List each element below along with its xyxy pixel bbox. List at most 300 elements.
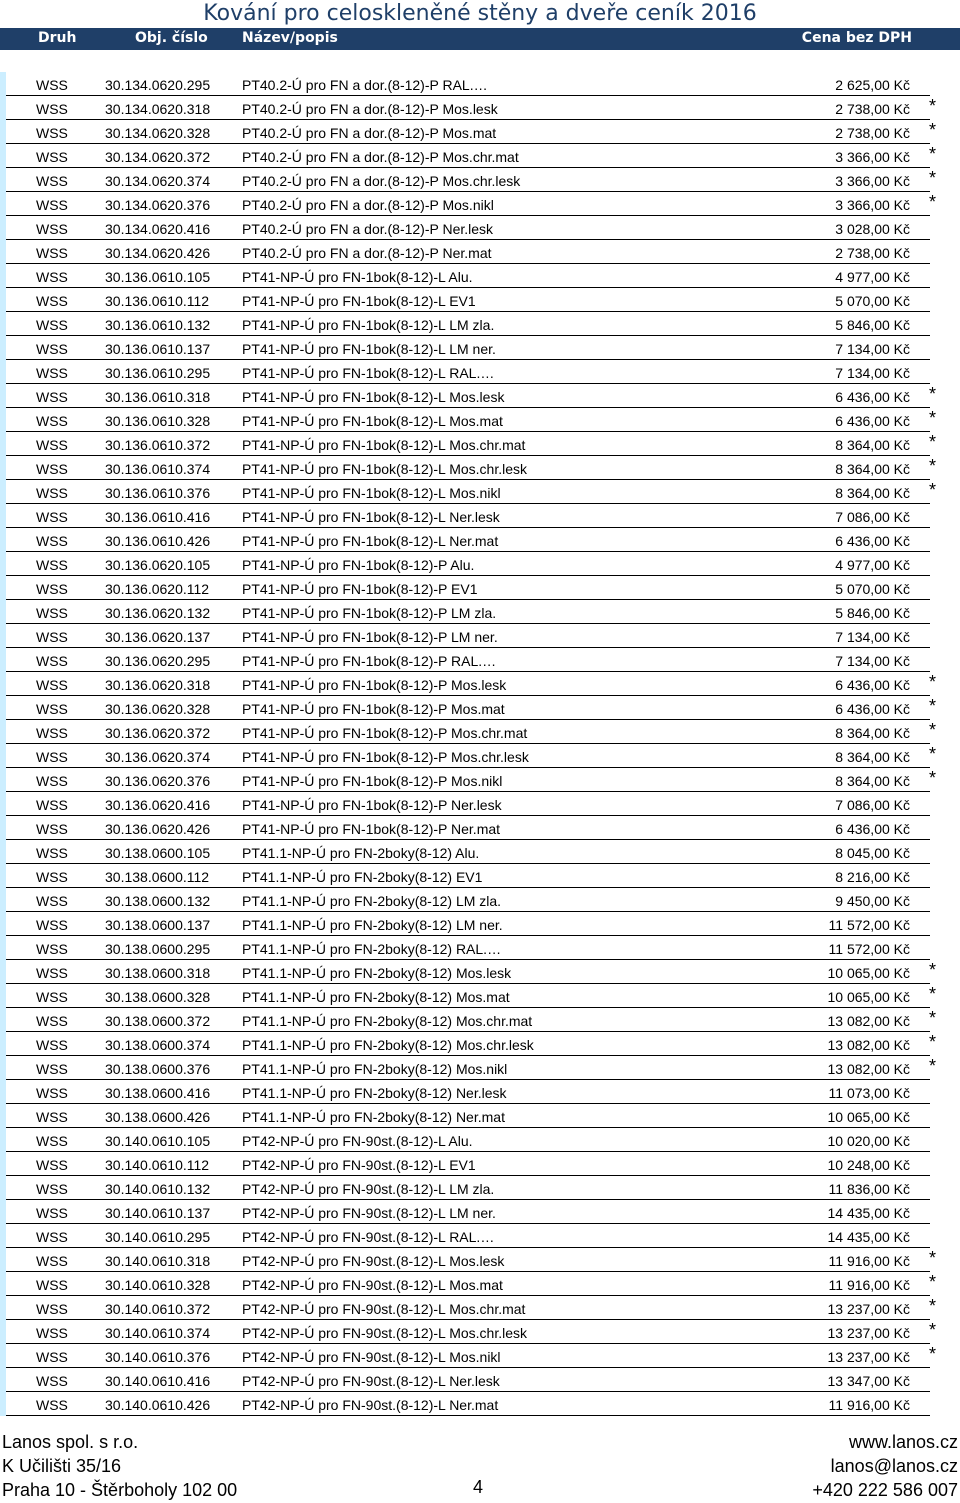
row-obj-cislo: 30.136.0610.132	[105, 317, 211, 333]
row-obj-cislo: 30.136.0610.372	[105, 437, 211, 453]
table-row	[0, 984, 960, 1008]
row-cena: 6 436,00 Kč	[835, 413, 910, 429]
row-obj-cislo: 30.136.0620.132	[105, 605, 211, 621]
row-druh: WSS	[36, 725, 68, 741]
row-obj-cislo: 30.136.0620.328	[105, 701, 211, 717]
footer-email[interactable]: lanos@lanos.cz	[830, 1456, 958, 1476]
page-title: Kování pro celoskleněné stěny a dveře ceník 2016	[203, 1, 757, 26]
table-row	[0, 96, 960, 120]
row-obj-cislo: 30.138.0600.376	[105, 1061, 211, 1077]
row-obj-cislo: 30.136.0620.137	[105, 629, 211, 645]
row-nazev: PT41.1-NP-Ú pro FN-2boky(8-12) Ner.mat	[242, 1109, 505, 1125]
row-nazev: PT41.1-NP-Ú pro FN-2boky(8-12) Mos.lesk	[242, 965, 512, 981]
row-star-marker: *	[929, 192, 937, 212]
row-druh: WSS	[36, 1157, 68, 1173]
row-druh: WSS	[36, 245, 68, 261]
row-druh: WSS	[36, 413, 68, 429]
row-star-marker: *	[929, 1296, 937, 1316]
row-druh: WSS	[36, 1325, 68, 1341]
row-nazev: PT41-NP-Ú pro FN-1bok(8-12)-L Mos.lesk	[242, 389, 505, 405]
row-druh: WSS	[36, 1301, 68, 1317]
row-star-marker: *	[929, 168, 937, 188]
row-cena: 2 738,00 Kč	[835, 245, 910, 261]
row-druh: WSS	[36, 1181, 68, 1197]
row-obj-cislo: 30.136.0620.374	[105, 749, 211, 765]
row-druh: WSS	[36, 1205, 68, 1221]
row-cena: 10 065,00 Kč	[827, 965, 910, 981]
row-druh: WSS	[36, 653, 68, 669]
row-obj-cislo: 30.136.0610.328	[105, 413, 211, 429]
row-nazev: PT41-NP-Ú pro FN-1bok(8-12)-L Alu.	[242, 269, 473, 285]
row-obj-cislo: 30.140.0610.132	[105, 1181, 211, 1197]
table-row	[0, 72, 960, 96]
row-obj-cislo: 30.138.0600.426	[105, 1109, 211, 1125]
table-row	[0, 768, 960, 792]
row-cena: 6 436,00 Kč	[835, 389, 910, 405]
table-row	[0, 1224, 960, 1248]
table-row	[0, 264, 960, 288]
row-obj-cislo: 30.136.0620.318	[105, 677, 211, 693]
row-druh: WSS	[36, 917, 68, 933]
row-obj-cislo: 30.138.0600.132	[105, 893, 211, 909]
row-obj-cislo: 30.136.0620.105	[105, 557, 211, 573]
row-obj-cislo: 30.140.0610.328	[105, 1277, 211, 1293]
table-header	[0, 28, 960, 50]
table-row	[0, 288, 960, 312]
row-cena: 2 625,00 Kč	[835, 77, 910, 93]
row-star-marker: *	[929, 432, 937, 452]
row-nazev: PT41-NP-Ú pro FN-1bok(8-12)-L LM zla.	[242, 317, 495, 333]
row-cena: 13 237,00 Kč	[827, 1301, 910, 1317]
row-obj-cislo: 30.136.0620.426	[105, 821, 211, 837]
row-nazev: PT41-NP-Ú pro FN-1bok(8-12)-P Mos.chr.mat	[242, 725, 528, 741]
row-nazev: PT41-NP-Ú pro FN-1bok(8-12)-P EV1	[242, 581, 478, 597]
row-nazev: PT40.2-Ú pro FN a dor.(8-12)-P Ner.mat	[242, 245, 492, 261]
row-obj-cislo: 30.138.0600.374	[105, 1037, 211, 1053]
row-druh: WSS	[36, 1013, 68, 1029]
row-cena: 6 436,00 Kč	[835, 821, 910, 837]
row-druh: WSS	[36, 557, 68, 573]
row-nazev: PT42-NP-Ú pro FN-90st.(8-12)-L Mos.chr.lesk	[242, 1325, 527, 1341]
row-nazev: PT40.2-Ú pro FN a dor.(8-12)-P Mos.mat	[242, 125, 497, 141]
row-cena: 9 450,00 Kč	[835, 893, 910, 909]
row-star-marker: *	[929, 408, 937, 428]
row-nazev: PT41.1-NP-Ú pro FN-2boky(8-12) Alu.	[242, 845, 480, 861]
footer-city: Praha 10 - Štěrboholy 102 00	[2, 1480, 238, 1500]
row-star-marker: *	[929, 1272, 937, 1292]
table-row	[0, 912, 960, 936]
header-druh: Druh	[38, 30, 77, 46]
row-nazev: PT42-NP-Ú pro FN-90st.(8-12)-L Mos.mat	[242, 1277, 503, 1293]
row-cena: 11 916,00 Kč	[828, 1397, 910, 1413]
table-row	[0, 168, 960, 192]
table-row	[0, 744, 960, 768]
row-druh: WSS	[36, 677, 68, 693]
row-druh: WSS	[36, 389, 68, 405]
row-cena: 7 134,00 Kč	[835, 653, 910, 669]
table-row	[0, 672, 960, 696]
row-druh: WSS	[36, 1085, 68, 1101]
row-cena: 11 572,00 Kč	[828, 917, 910, 933]
row-cena: 7 134,00 Kč	[835, 365, 910, 381]
row-nazev: PT41-NP-Ú pro FN-1bok(8-12)-P LM zla.	[242, 605, 497, 621]
row-nazev: PT41-NP-Ú pro FN-1bok(8-12)-P Mos.nikl	[242, 773, 503, 789]
row-star-marker: *	[929, 960, 937, 980]
row-cena: 8 364,00 Kč	[835, 749, 910, 765]
row-obj-cislo: 30.140.0610.137	[105, 1205, 211, 1221]
row-star-marker: *	[929, 672, 937, 692]
row-cena: 13 082,00 Kč	[827, 1013, 910, 1029]
table-row	[0, 600, 960, 624]
row-cena: 14 435,00 Kč	[827, 1229, 910, 1245]
header-cena: Cena bez DPH	[801, 30, 912, 46]
footer-company: Lanos spol. s r.o.	[2, 1432, 139, 1452]
table-row	[0, 816, 960, 840]
row-divider	[6, 1415, 930, 1416]
footer-phone: +420 222 586 007	[812, 1480, 958, 1500]
row-cena: 8 364,00 Kč	[835, 461, 910, 477]
row-cena: 6 436,00 Kč	[835, 701, 910, 717]
row-nazev: PT41-NP-Ú pro FN-1bok(8-12)-P Mos.mat	[242, 701, 505, 717]
row-nazev: PT41.1-NP-Ú pro FN-2boky(8-12) RAL.…	[242, 941, 502, 957]
row-cena: 11 836,00 Kč	[828, 1181, 910, 1197]
row-obj-cislo: 30.136.0610.376	[105, 485, 211, 501]
table-row	[0, 1128, 960, 1152]
row-nazev: PT41-NP-Ú pro FN-1bok(8-12)-L EV1	[242, 293, 476, 309]
row-obj-cislo: 30.138.0600.295	[105, 941, 211, 957]
row-cena: 11 916,00 Kč	[828, 1277, 910, 1293]
row-nazev: PT41.1-NP-Ú pro FN-2boky(8-12) Mos.chr.mat	[242, 1013, 533, 1029]
row-cena: 2 738,00 Kč	[835, 101, 910, 117]
row-star-marker: *	[929, 480, 937, 500]
row-druh: WSS	[36, 1229, 68, 1245]
row-druh: WSS	[36, 965, 68, 981]
row-nazev: PT41-NP-Ú pro FN-1bok(8-12)-P Ner.mat	[242, 821, 501, 837]
table-row	[0, 504, 960, 528]
row-obj-cislo: 30.136.0610.426	[105, 533, 211, 549]
table-row	[0, 336, 960, 360]
row-druh: WSS	[36, 1061, 68, 1077]
row-cena: 5 846,00 Kč	[835, 605, 910, 621]
row-obj-cislo: 30.138.0600.137	[105, 917, 211, 933]
row-nazev: PT40.2-Ú pro FN a dor.(8-12)-P Mos.nikl	[242, 197, 494, 213]
row-druh: WSS	[36, 365, 68, 381]
table-row	[0, 1080, 960, 1104]
row-cena: 4 977,00 Kč	[835, 557, 910, 573]
row-obj-cislo: 30.140.0610.374	[105, 1325, 211, 1341]
row-nazev: PT41.1-NP-Ú pro FN-2boky(8-12) Mos.chr.lesk	[242, 1037, 534, 1053]
row-druh: WSS	[36, 173, 68, 189]
row-nazev: PT41-NP-Ú pro FN-1bok(8-12)-L RAL.…	[242, 365, 495, 381]
table-row	[0, 1272, 960, 1296]
row-nazev: PT41-NP-Ú pro FN-1bok(8-12)-L Mos.nikl	[242, 485, 501, 501]
row-druh: WSS	[36, 1373, 68, 1389]
table-row	[0, 576, 960, 600]
row-nazev: PT42-NP-Ú pro FN-90st.(8-12)-L Mos.nikl	[242, 1349, 501, 1365]
row-star-marker: *	[929, 1032, 937, 1052]
row-obj-cislo: 30.140.0610.372	[105, 1301, 211, 1317]
row-nazev: PT41-NP-Ú pro FN-1bok(8-12)-P Mos.chr.lesk	[242, 749, 529, 765]
row-druh: WSS	[36, 149, 68, 165]
row-druh: WSS	[36, 749, 68, 765]
table-row	[0, 1320, 960, 1344]
row-obj-cislo: 30.140.0610.112	[105, 1157, 210, 1173]
row-druh: WSS	[36, 125, 68, 141]
row-star-marker: *	[929, 1056, 937, 1076]
table-row	[0, 360, 960, 384]
row-obj-cislo: 30.136.0610.416	[105, 509, 211, 525]
table-row	[0, 840, 960, 864]
row-star-marker: *	[929, 696, 937, 716]
header-obj-cislo: Obj. číslo	[135, 30, 208, 46]
row-cena: 10 065,00 Kč	[827, 1109, 910, 1125]
table-row	[0, 1176, 960, 1200]
row-cena: 3 028,00 Kč	[835, 221, 910, 237]
row-obj-cislo: 30.138.0600.328	[105, 989, 211, 1005]
table-row	[0, 864, 960, 888]
row-obj-cislo: 30.134.0620.374	[105, 173, 211, 189]
row-nazev: PT40.2-Ú pro FN a dor.(8-12)-P Mos.chr.lesk	[242, 173, 521, 189]
row-druh: WSS	[36, 773, 68, 789]
row-cena: 11 572,00 Kč	[828, 941, 910, 957]
table-row	[0, 1104, 960, 1128]
row-nazev: PT42-NP-Ú pro FN-90st.(8-12)-L Ner.lesk	[242, 1373, 500, 1389]
table-row	[0, 960, 960, 984]
row-cena: 8 364,00 Kč	[835, 485, 910, 501]
row-druh: WSS	[36, 1109, 68, 1125]
row-nazev: PT41-NP-Ú pro FN-1bok(8-12)-L LM ner.	[242, 341, 496, 357]
row-obj-cislo: 30.134.0620.318	[105, 101, 211, 117]
row-star-marker: *	[929, 384, 937, 404]
row-obj-cislo: 30.140.0610.318	[105, 1253, 211, 1269]
row-cena: 8 045,00 Kč	[835, 845, 910, 861]
row-nazev: PT41.1-NP-Ú pro FN-2boky(8-12) LM ner.	[242, 917, 503, 933]
row-nazev: PT42-NP-Ú pro FN-90st.(8-12)-L EV1	[242, 1157, 476, 1173]
row-obj-cislo: 30.136.0610.318	[105, 389, 211, 405]
row-druh: WSS	[36, 317, 68, 333]
table-row	[0, 792, 960, 816]
row-cena: 8 364,00 Kč	[835, 725, 910, 741]
row-nazev: PT41-NP-Ú pro FN-1bok(8-12)-P Mos.lesk	[242, 677, 507, 693]
row-star-marker: *	[929, 120, 937, 140]
row-star-marker: *	[929, 96, 937, 116]
row-nazev: PT41-NP-Ú pro FN-1bok(8-12)-L Mos.chr.mat	[242, 437, 526, 453]
row-nazev: PT40.2-Ú pro FN a dor.(8-12)-P Mos.chr.mat	[242, 149, 519, 165]
row-nazev: PT41.1-NP-Ú pro FN-2boky(8-12) LM zla.	[242, 893, 502, 909]
table-row	[0, 120, 960, 144]
table-row	[0, 456, 960, 480]
row-nazev: PT41-NP-Ú pro FN-1bok(8-12)-P Ner.lesk	[242, 797, 502, 813]
row-cena: 5 846,00 Kč	[835, 317, 910, 333]
row-nazev: PT40.2-Ú pro FN a dor.(8-12)-P Mos.lesk	[242, 101, 498, 117]
row-nazev: PT42-NP-Ú pro FN-90st.(8-12)-L LM zla.	[242, 1181, 495, 1197]
header-nazev: Název/popis	[242, 30, 338, 46]
row-druh: WSS	[36, 797, 68, 813]
row-cena: 3 366,00 Kč	[835, 197, 910, 213]
row-druh: WSS	[36, 269, 68, 285]
row-obj-cislo: 30.138.0600.112	[105, 869, 210, 885]
footer-street: K Učilišti 35/16	[2, 1456, 122, 1476]
row-star-marker: *	[929, 744, 937, 764]
row-nazev: PT42-NP-Ú pro FN-90st.(8-12)-L RAL.…	[242, 1229, 495, 1245]
row-druh: WSS	[36, 869, 68, 885]
row-nazev: PT42-NP-Ú pro FN-90st.(8-12)-L Mos.lesk	[242, 1253, 505, 1269]
row-obj-cislo: 30.136.0610.112	[105, 293, 210, 309]
table-row	[0, 936, 960, 960]
row-druh: WSS	[36, 461, 68, 477]
row-obj-cislo: 30.136.0620.416	[105, 797, 211, 813]
row-druh: WSS	[36, 1133, 68, 1149]
row-druh: WSS	[36, 581, 68, 597]
row-druh: WSS	[36, 77, 68, 93]
row-cena: 7 086,00 Kč	[835, 797, 910, 813]
row-obj-cislo: 30.138.0600.372	[105, 1013, 211, 1029]
row-cena: 8 364,00 Kč	[835, 773, 910, 789]
row-cena: 11 916,00 Kč	[828, 1253, 910, 1269]
row-obj-cislo: 30.134.0620.295	[105, 77, 211, 93]
row-star-marker: *	[929, 720, 937, 740]
row-nazev: PT41-NP-Ú pro FN-1bok(8-12)-P RAL.…	[242, 653, 497, 669]
row-obj-cislo: 30.136.0620.376	[105, 773, 211, 789]
row-obj-cislo: 30.134.0620.426	[105, 245, 211, 261]
row-druh: WSS	[36, 821, 68, 837]
row-cena: 7 134,00 Kč	[835, 341, 910, 357]
row-obj-cislo: 30.136.0620.372	[105, 725, 211, 741]
table-row	[0, 216, 960, 240]
row-druh: WSS	[36, 221, 68, 237]
row-obj-cislo: 30.140.0610.105	[105, 1133, 211, 1149]
row-star-marker: *	[929, 1320, 937, 1340]
row-star-marker: *	[929, 984, 937, 1004]
table-row	[0, 1344, 960, 1368]
table-row	[0, 1008, 960, 1032]
table-row	[0, 624, 960, 648]
row-cena: 13 347,00 Kč	[827, 1373, 910, 1389]
row-druh: WSS	[36, 989, 68, 1005]
row-druh: WSS	[36, 941, 68, 957]
row-obj-cislo: 30.134.0620.416	[105, 221, 211, 237]
row-cena: 10 020,00 Kč	[827, 1133, 910, 1149]
row-star-marker: *	[929, 456, 937, 476]
row-obj-cislo: 30.136.0610.374	[105, 461, 211, 477]
row-nazev: PT40.2-Ú pro FN a dor.(8-12)-P Ner.lesk	[242, 221, 494, 237]
row-nazev: PT42-NP-Ú pro FN-90st.(8-12)-L LM ner.	[242, 1205, 496, 1221]
row-obj-cislo: 30.140.0610.416	[105, 1373, 211, 1389]
row-druh: WSS	[36, 629, 68, 645]
row-druh: WSS	[36, 437, 68, 453]
table-row	[0, 1152, 960, 1176]
table-row	[0, 192, 960, 216]
table-row	[0, 144, 960, 168]
table-row	[0, 1296, 960, 1320]
row-cena: 4 977,00 Kč	[835, 269, 910, 285]
row-obj-cislo: 30.136.0620.295	[105, 653, 211, 669]
row-star-marker: *	[929, 144, 937, 164]
row-obj-cislo: 30.140.0610.426	[105, 1397, 211, 1413]
row-cena: 3 366,00 Kč	[835, 173, 910, 189]
table-row	[0, 552, 960, 576]
row-cena: 8 216,00 Kč	[835, 869, 910, 885]
row-cena: 6 436,00 Kč	[835, 533, 910, 549]
row-nazev: PT41.1-NP-Ú pro FN-2boky(8-12) Mos.nikl	[242, 1061, 508, 1077]
row-druh: WSS	[36, 485, 68, 501]
table-row	[0, 720, 960, 744]
table-row	[0, 1392, 960, 1416]
row-druh: WSS	[36, 1397, 68, 1413]
row-druh: WSS	[36, 605, 68, 621]
table-row	[0, 384, 960, 408]
row-cena: 11 073,00 Kč	[828, 1085, 910, 1101]
row-obj-cislo: 30.138.0600.105	[105, 845, 211, 861]
row-druh: WSS	[36, 1277, 68, 1293]
table-row	[0, 312, 960, 336]
row-star-marker: *	[929, 768, 937, 788]
row-cena: 10 065,00 Kč	[827, 989, 910, 1005]
row-nazev: PT41-NP-Ú pro FN-1bok(8-12)-P Alu.	[242, 557, 475, 573]
row-nazev: PT41-NP-Ú pro FN-1bok(8-12)-P LM ner.	[242, 629, 498, 645]
table-row	[0, 1056, 960, 1080]
row-cena: 8 364,00 Kč	[835, 437, 910, 453]
row-druh: WSS	[36, 1349, 68, 1365]
row-druh: WSS	[36, 197, 68, 213]
row-cena: 13 237,00 Kč	[827, 1325, 910, 1341]
row-star-marker: *	[929, 1008, 937, 1028]
table-row	[0, 432, 960, 456]
table-row	[0, 480, 960, 504]
row-cena: 13 082,00 Kč	[827, 1061, 910, 1077]
table-row	[0, 1032, 960, 1056]
table-row	[0, 528, 960, 552]
row-cena: 6 436,00 Kč	[835, 677, 910, 693]
row-nazev: PT42-NP-Ú pro FN-90st.(8-12)-L Mos.chr.mat	[242, 1301, 526, 1317]
row-cena: 13 237,00 Kč	[827, 1349, 910, 1365]
row-star-marker: *	[929, 1248, 937, 1268]
table-row	[0, 648, 960, 672]
row-obj-cislo: 30.134.0620.376	[105, 197, 211, 213]
table-row	[0, 888, 960, 912]
row-nazev: PT42-NP-Ú pro FN-90st.(8-12)-L Alu.	[242, 1133, 473, 1149]
row-nazev: PT41.1-NP-Ú pro FN-2boky(8-12) Ner.lesk	[242, 1085, 507, 1101]
page-number: 4	[473, 1477, 484, 1497]
table-row	[0, 1248, 960, 1272]
row-cena: 5 070,00 Kč	[835, 581, 910, 597]
table-row	[0, 408, 960, 432]
row-obj-cislo: 30.136.0610.295	[105, 365, 211, 381]
row-nazev: PT41-NP-Ú pro FN-1bok(8-12)-L Ner.mat	[242, 533, 499, 549]
row-obj-cislo: 30.136.0620.112	[105, 581, 210, 597]
row-cena: 7 086,00 Kč	[835, 509, 910, 525]
row-star-marker: *	[929, 1344, 937, 1364]
row-druh: WSS	[36, 509, 68, 525]
row-obj-cislo: 30.136.0610.137	[105, 341, 211, 357]
row-cena: 10 248,00 Kč	[827, 1157, 910, 1173]
table-row	[0, 1368, 960, 1392]
row-cena: 5 070,00 Kč	[835, 293, 910, 309]
row-obj-cislo: 30.140.0610.376	[105, 1349, 211, 1365]
row-obj-cislo: 30.134.0620.372	[105, 149, 211, 165]
row-nazev: PT41.1-NP-Ú pro FN-2boky(8-12) EV1	[242, 869, 483, 885]
table-row	[0, 696, 960, 720]
footer-web[interactable]: www.lanos.cz	[848, 1432, 958, 1452]
table-row	[0, 240, 960, 264]
row-druh: WSS	[36, 701, 68, 717]
row-cena: 14 435,00 Kč	[827, 1205, 910, 1221]
row-druh: WSS	[36, 293, 68, 309]
row-druh: WSS	[36, 533, 68, 549]
row-obj-cislo: 30.138.0600.318	[105, 965, 211, 981]
row-druh: WSS	[36, 341, 68, 357]
row-cena: 13 082,00 Kč	[827, 1037, 910, 1053]
